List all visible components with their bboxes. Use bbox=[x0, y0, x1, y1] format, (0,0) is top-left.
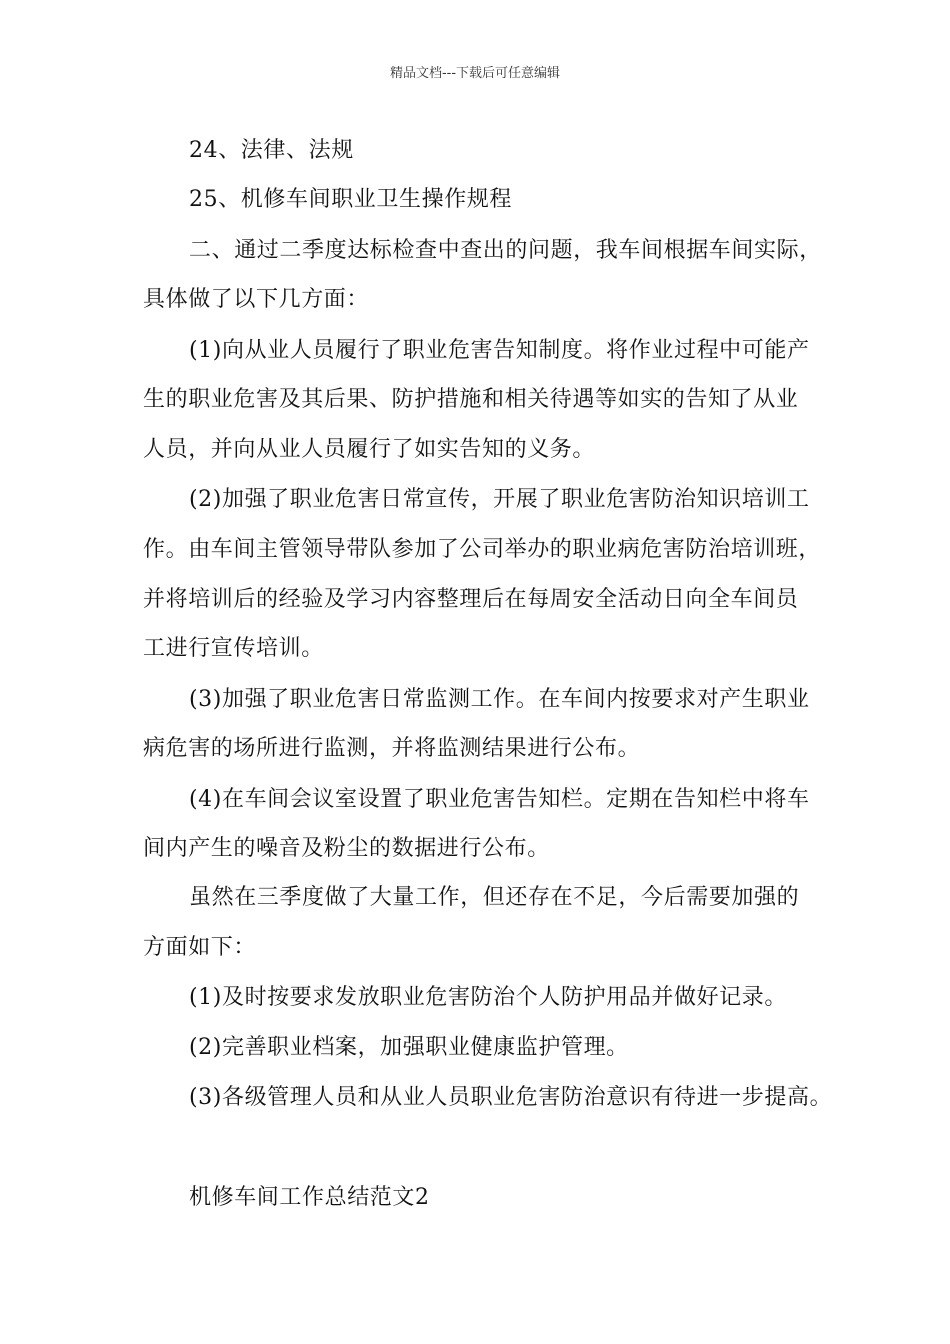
paragraph-line: 虽然在三季度做了大量工作，但还存在不足，今后需要加强的 bbox=[189, 885, 800, 910]
paragraph-line: 具体做了以下几方面： bbox=[143, 287, 370, 312]
paragraph-line: (2)加强了职业危害日常宣传，开展了职业危害防治知识培训工 bbox=[189, 487, 810, 512]
paragraph-line: (3)各级管理人员和从业人员职业危害防治意识有待进一步提高。 bbox=[189, 1085, 833, 1110]
list-item-24: 24、法律、法规 bbox=[189, 138, 354, 163]
paragraph-line: 方面如下： bbox=[143, 935, 257, 960]
paragraph-line: 病危害的场所进行监测，并将监测结果进行公布。 bbox=[143, 736, 641, 761]
section-title: 机修车间工作总结范文2 bbox=[189, 1185, 430, 1210]
paragraph-line: (4)在车间会议室设置了职业危害告知栏。定期在告知栏中将车 bbox=[189, 787, 810, 812]
section-two-heading: 二、通过二季度达标检查中查出的问题，我车间根据车间实际， bbox=[189, 238, 822, 263]
paragraph-line: (1)向从业人员履行了职业危害告知制度。将作业过程中可能产 bbox=[189, 338, 810, 363]
paragraph-line: 生的职业危害及其后果、防护措施和相关待遇等如实的告知了从业 bbox=[143, 387, 799, 412]
paragraph-line: (2)完善职业档案，加强职业健康监护管理。 bbox=[189, 1035, 629, 1060]
paragraph-line: (3)加强了职业危害日常监测工作。在车间内按要求对产生职业 bbox=[189, 687, 810, 712]
page-header: 精品文档---下载后可任意编辑 bbox=[389, 66, 561, 81]
paragraph-line: 间内产生的噪音及粉尘的数据进行公布。 bbox=[143, 836, 550, 861]
paragraph-line: 并将培训后的经验及学习内容整理后在每周安全活动日向全车间员 bbox=[143, 587, 799, 612]
paragraph-line: 作。由车间主管领导带队参加了公司举办的职业病危害防治培训班， bbox=[143, 537, 822, 562]
paragraph-line: 工进行宣传培训。 bbox=[143, 636, 324, 661]
list-item-25: 25、机修车间职业卫生操作规程 bbox=[189, 187, 512, 212]
paragraph-line: (1)及时按要求发放职业危害防治个人防护用品并做好记录。 bbox=[189, 985, 787, 1010]
paragraph-line: 人员，并向从业人员履行了如实告知的义务。 bbox=[143, 437, 596, 462]
